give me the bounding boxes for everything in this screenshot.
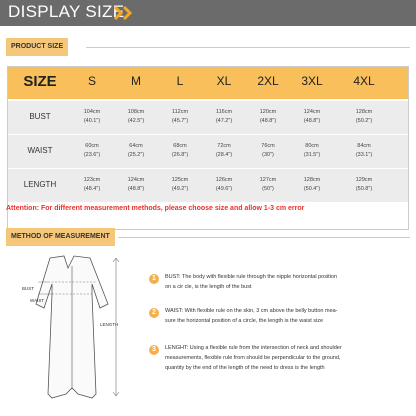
step-number: 3 [149, 345, 159, 355]
table-cell: 123cm (48.4") [83, 177, 101, 192]
header-size-label: SIZE [23, 73, 57, 90]
table-cell: 76cm (30") [261, 143, 275, 158]
table-cell: 60cm (23.6") [83, 143, 101, 158]
step-text: WAIST: With flexible rule on the skin, 3 cm above the belly button mea- sure the horizontal position of a circle, the length is the waist size [165, 308, 338, 324]
table-cell: 72cm (28.4") [215, 143, 233, 158]
table-cell: 124cm (48.8") [127, 177, 145, 192]
table-cell: 128cm (50.2") [355, 109, 373, 124]
table-cell: 64cm (25.2") [127, 143, 145, 158]
table-cell: 68cm (26.8") [171, 143, 189, 158]
header-size-s: S [87, 74, 96, 88]
header-size-2xl: 2XL [257, 74, 279, 88]
table-cell: 108cm (42.5") [127, 109, 145, 124]
garment-diagram [8, 254, 138, 404]
figure-label-length: LENGTH [100, 322, 119, 327]
table-cell: 126cm (49.6") [215, 177, 233, 192]
figure-label-waist: WAIST [30, 298, 45, 303]
product-size-section [6, 38, 410, 56]
divider [118, 237, 410, 238]
section-label-product-size: PRODUCT SIZE [6, 38, 68, 56]
row-label: WAIST [27, 146, 53, 155]
table-cell: 116cm (47.2") [215, 109, 233, 124]
table-cell: 80cm (31.5") [303, 143, 321, 158]
table-cell: 129cm (50.8") [355, 177, 373, 192]
step-number: 1 [149, 274, 159, 284]
title-bar [0, 0, 416, 26]
table-cell: 124cm (48.8") [303, 109, 321, 124]
table-header-row [8, 67, 408, 99]
header-size-4xl: 4XL [353, 74, 375, 88]
table-cell: 120cm (48.8") [259, 109, 277, 124]
method-section [6, 228, 410, 246]
double-chevron-icon [113, 6, 139, 20]
header-size-3xl: 3XL [301, 74, 323, 88]
divider [86, 47, 410, 48]
header-size-l: L [176, 74, 184, 88]
header-size-xl: XL [216, 74, 232, 88]
table-row [8, 101, 408, 134]
table-cell: 104cm (40.1") [83, 109, 101, 124]
table-cell: 128cm (50.4") [303, 177, 321, 192]
row-label: LENGTH [23, 180, 57, 189]
attention-note: Attention: For different measurement methods, please choose size and allow 1-3 cm error [6, 205, 305, 212]
table-row [8, 135, 408, 168]
table-row [8, 169, 408, 202]
step-text: BUST: The body with flexible rule through the nipple horizontal position on a cir cle, is the length of the bust [165, 274, 338, 290]
step-text: LENGHT: Using a flexible rule from the intersection of neck and shoulder measurements, flexible rule from should be perpendicular to the ground, quantity by the end of the length of the need to dress is the length [165, 345, 342, 371]
step-number: 2 [149, 308, 159, 318]
table-cell: 125cm (49.2") [171, 177, 189, 192]
figure-label-bust: BUST [22, 286, 35, 291]
table-cell: 112cm (45.7") [171, 109, 189, 124]
row-label: BUST [29, 112, 51, 121]
section-label-method: METHOD OF MEASUREMENT [6, 228, 115, 246]
table-cell: 127cm (50") [259, 177, 277, 192]
table-cell: 84cm (33.1") [355, 143, 373, 158]
header-size-m: M [131, 74, 141, 88]
page-title: DISPLAY SIZE [8, 2, 125, 21]
